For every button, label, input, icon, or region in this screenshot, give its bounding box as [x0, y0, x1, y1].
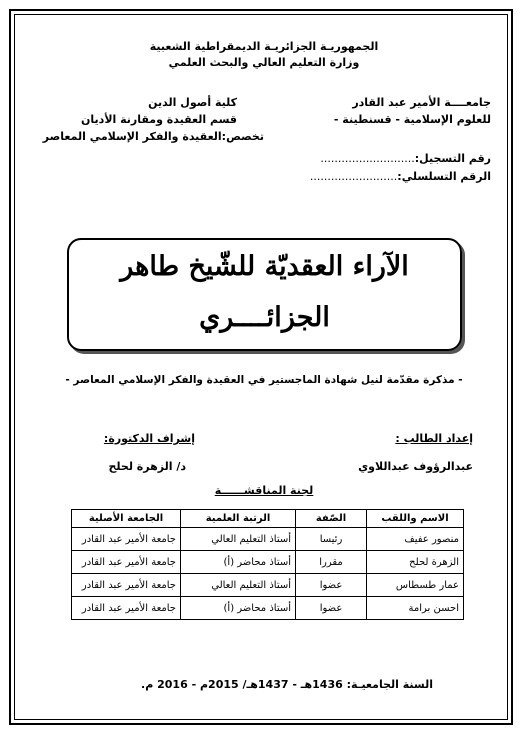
republic-heading: الجمهوريـة الجزائريـة الديمقراطية الشعبية [149, 40, 379, 53]
member-role: عضوا [296, 597, 367, 620]
member-role: مقررا [296, 551, 367, 574]
committee-heading: لجنة المناقشــــــة [214, 484, 314, 497]
registration-dots: ........................... [320, 152, 415, 165]
member-university: جامعة الأمير عبد القادر [72, 528, 181, 551]
table-row [72, 574, 464, 597]
student-name: عبدالرؤوف عبداللاوي [358, 460, 473, 473]
member-role: عضوا [296, 574, 367, 597]
university-location: للعلوم الإسلامية - قسنطينة - [333, 113, 491, 126]
serial-number [310, 170, 491, 183]
committee-header-row [72, 510, 464, 528]
supervisor-name: د/ الزهرة لحلح [108, 460, 186, 473]
serial-label: الرقم التسلسلي: [397, 170, 491, 183]
university-name: جامعــــة الأمير عبد القادر [352, 96, 491, 109]
member-university: جامعة الأمير عبد القادر [72, 574, 181, 597]
table-row [72, 528, 464, 551]
member-rank: أستاذ محاضر (أ) [181, 551, 296, 574]
member-rank: أستاذ التعليم العالي [181, 574, 296, 597]
member-name: احسن برامة [367, 597, 464, 620]
member-name: عمار طسطاس [367, 574, 464, 597]
member-name: منصور عفيف [367, 528, 464, 551]
thesis-title-line2: الجزائــــري [199, 302, 330, 333]
thesis-subtitle: - مذكرة مقدّمة لنيل شهادة الماجستير في العقيدة والفكر الإسلامي المعاصر - [65, 374, 463, 386]
table-row [72, 597, 464, 620]
committee-table [71, 509, 464, 620]
college-name: كلية أصول الدين [148, 96, 237, 109]
registration-label: رقم التسجيل: [414, 152, 491, 165]
supervisor-label: إشراف الدكتورة: [103, 432, 195, 445]
member-name: الزهرة لحلح [367, 551, 464, 574]
academic-year: السنة الجامعيـة: 1436هـ - 1437هـ/ 2015م - 2016 م. [141, 678, 433, 691]
member-rank: أستاذ محاضر (أ) [181, 597, 296, 620]
member-university: جامعة الأمير عبد القادر [72, 597, 181, 620]
thesis-title-line1: الآراء العقديّة للشّيخ طاهر [120, 251, 409, 282]
table-row [72, 551, 464, 574]
registration-number [320, 152, 491, 165]
student-label: إعداد الطالب : [395, 432, 473, 445]
ministry-heading: وزارة التعليم العالي والبحث العلمي [168, 56, 360, 69]
member-university: جامعة الأمير عبد القادر [72, 551, 181, 574]
column-header-rank: الرتبة العلمية [181, 510, 296, 528]
department-name: قسم العقيدة ومقارنة الأديان [81, 113, 237, 126]
serial-dots: ......................... [309, 170, 398, 183]
column-header-role: الصّفة [296, 510, 367, 528]
specialty-line: تخصص:العقيدة والفكر الإسلامي المعاصر [42, 130, 264, 143]
column-header-university: الجامعة الأصلية [72, 510, 181, 528]
column-header-name: الاسم واللقب [367, 510, 464, 528]
member-rank: أستاذ التعليم العالي [181, 528, 296, 551]
member-role: رئيسا [296, 528, 367, 551]
